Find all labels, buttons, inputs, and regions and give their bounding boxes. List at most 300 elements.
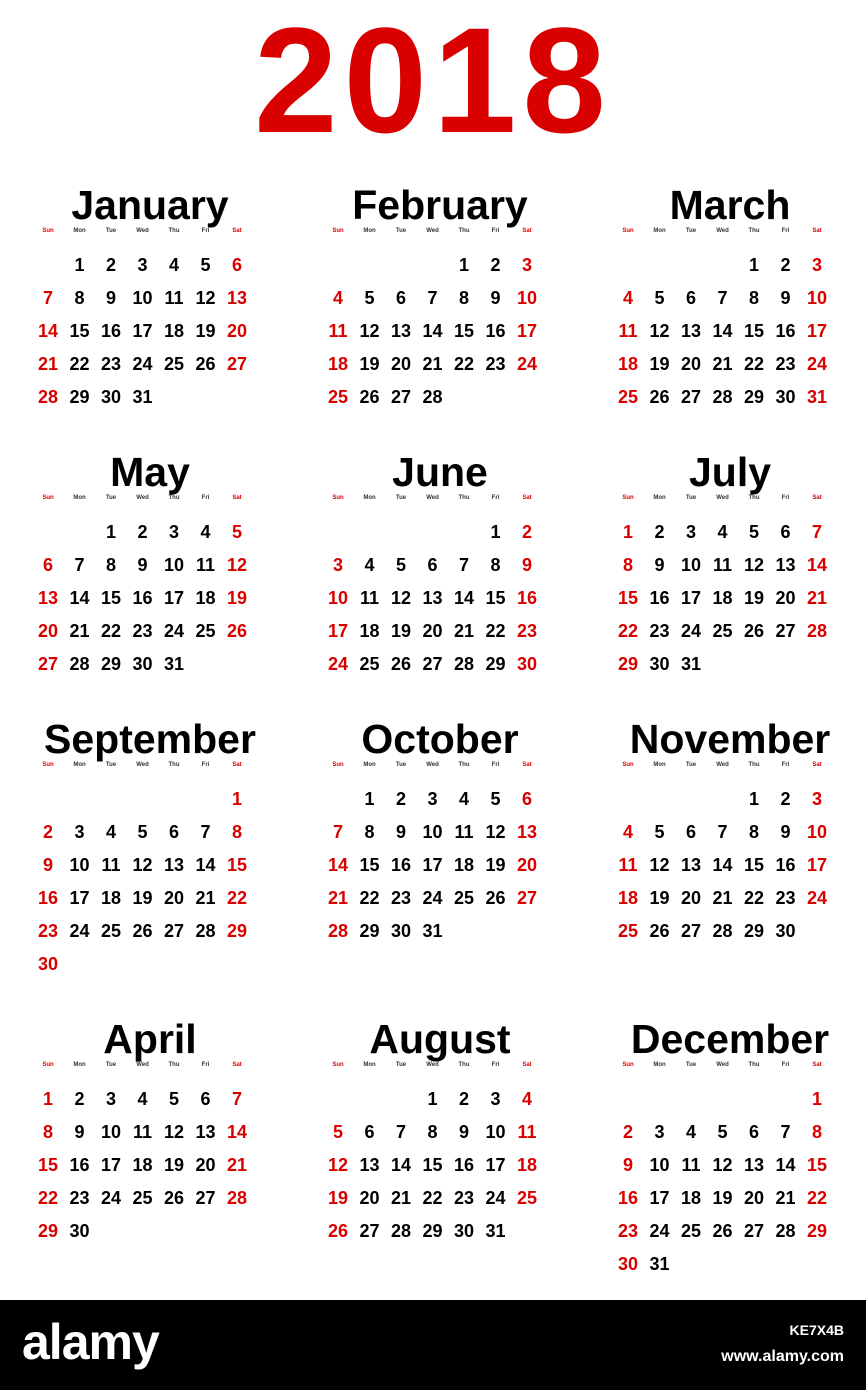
day-cell: 20 bbox=[226, 321, 248, 341]
day-cell: 24 bbox=[680, 621, 702, 641]
day-cell: 6 bbox=[521, 789, 532, 809]
weekday-label: Sat bbox=[522, 228, 532, 234]
weekday-label: Thu bbox=[168, 228, 180, 234]
day-cell: 3 bbox=[811, 255, 822, 275]
weekday-label: Tue bbox=[105, 1062, 117, 1068]
day-cell: 22 bbox=[743, 888, 765, 908]
day-cell: 10 bbox=[69, 855, 90, 875]
day-cell: 28 bbox=[806, 621, 828, 641]
day-cell: 9 bbox=[42, 855, 53, 875]
weekday-label: Mon bbox=[73, 495, 86, 501]
day-cell: 5 bbox=[395, 555, 406, 575]
day-cell: 21 bbox=[69, 621, 90, 641]
day-cell: 2 bbox=[74, 1089, 85, 1109]
weekday-label: Fri bbox=[781, 228, 790, 234]
weekday-label: Sun bbox=[332, 228, 344, 234]
weekday-label: Sun bbox=[622, 495, 634, 501]
day-cell: 2 bbox=[622, 1122, 633, 1142]
day-cell: 22 bbox=[806, 1188, 828, 1208]
day-cell: 24 bbox=[806, 888, 828, 908]
day-cell: 12 bbox=[132, 855, 153, 875]
day-cell: 26 bbox=[226, 621, 248, 641]
day-cell: 9 bbox=[105, 288, 116, 308]
day-cell: 20 bbox=[163, 888, 185, 908]
day-cell: 17 bbox=[806, 855, 828, 875]
day-cell: 27 bbox=[680, 921, 702, 941]
day-cell: 3 bbox=[427, 789, 438, 809]
weekday-label: Sat bbox=[522, 1062, 532, 1068]
day-cell: 22 bbox=[226, 888, 248, 908]
month-name: March bbox=[669, 182, 791, 228]
weekday-label: Thu bbox=[168, 762, 180, 768]
day-cell: 1 bbox=[74, 255, 85, 275]
day-cell: 16 bbox=[390, 855, 412, 875]
day-cell: 25 bbox=[453, 888, 475, 908]
day-cell: 26 bbox=[485, 888, 506, 908]
day-cell: 3 bbox=[654, 1122, 665, 1142]
day-cell: 16 bbox=[649, 588, 670, 608]
day-cell: 10 bbox=[680, 555, 702, 575]
day-cell: 4 bbox=[717, 522, 728, 542]
day-cell: 15 bbox=[743, 321, 765, 341]
day-cell: 9 bbox=[622, 1155, 633, 1175]
day-cell: 22 bbox=[453, 354, 475, 374]
day-cell: 18 bbox=[453, 855, 475, 875]
weekday-label: Wed bbox=[136, 495, 149, 501]
day-cell: 17 bbox=[100, 1155, 122, 1175]
day-cell: 15 bbox=[485, 588, 506, 608]
weekday-label: Wed bbox=[136, 228, 149, 234]
day-cell: 11 bbox=[681, 1155, 701, 1175]
day-cell: 19 bbox=[327, 1188, 349, 1208]
day-cell: 20 bbox=[743, 1188, 765, 1208]
day-cell: 4 bbox=[168, 255, 179, 275]
weekday-label: Fri bbox=[491, 228, 500, 234]
day-cell: 16 bbox=[617, 1188, 639, 1208]
day-cell: 28 bbox=[327, 921, 349, 941]
day-cell: 13 bbox=[195, 1122, 216, 1142]
day-cell: 10 bbox=[163, 555, 185, 575]
day-cell: 21 bbox=[390, 1188, 412, 1208]
day-cell: 13 bbox=[390, 321, 412, 341]
weekday-label: Sun bbox=[42, 228, 54, 234]
weekday-label: Wed bbox=[426, 762, 439, 768]
day-cell: 27 bbox=[163, 921, 185, 941]
day-cell: 24 bbox=[806, 354, 828, 374]
day-cell: 25 bbox=[516, 1188, 538, 1208]
day-cell: 11 bbox=[454, 822, 474, 842]
day-cell: 13 bbox=[680, 321, 702, 341]
day-cell: 2 bbox=[395, 789, 406, 809]
weekday-label: Thu bbox=[748, 1062, 760, 1068]
weekday-label: Thu bbox=[458, 762, 470, 768]
day-cell: 6 bbox=[395, 288, 406, 308]
day-cell: 20 bbox=[680, 888, 702, 908]
day-cell: 29 bbox=[806, 1221, 828, 1241]
day-cell: 9 bbox=[458, 1122, 469, 1142]
day-cell: 8 bbox=[748, 288, 759, 308]
day-cell: 20 bbox=[195, 1155, 216, 1175]
day-cell: 29 bbox=[359, 921, 380, 941]
weekday-label: Mon bbox=[653, 762, 666, 768]
day-cell: 31 bbox=[132, 387, 153, 407]
day-cell: 1 bbox=[811, 1089, 822, 1109]
day-cell: 25 bbox=[617, 921, 639, 941]
day-cell: 24 bbox=[649, 1221, 670, 1241]
weekday-label: Tue bbox=[685, 1062, 697, 1068]
day-cell: 2 bbox=[42, 822, 53, 842]
weekday-label: Tue bbox=[395, 228, 407, 234]
day-cell: 18 bbox=[680, 1188, 702, 1208]
day-cell: 29 bbox=[485, 654, 506, 674]
day-cell: 8 bbox=[364, 822, 375, 842]
day-cell: 14 bbox=[453, 588, 475, 608]
day-cell: 18 bbox=[100, 888, 122, 908]
day-cell: 1 bbox=[458, 255, 469, 275]
day-cell: 12 bbox=[649, 321, 670, 341]
day-cell: 20 bbox=[775, 588, 796, 608]
weekday-label: Mon bbox=[653, 1062, 666, 1068]
day-cell: 1 bbox=[622, 522, 633, 542]
day-cell: 15 bbox=[226, 855, 248, 875]
weekday-label: Sun bbox=[622, 228, 634, 234]
day-cell: 18 bbox=[132, 1155, 153, 1175]
day-cell: 24 bbox=[516, 354, 538, 374]
day-cell: 22 bbox=[485, 621, 506, 641]
day-cell: 2 bbox=[105, 255, 116, 275]
day-cell: 10 bbox=[422, 822, 443, 842]
day-cell: 1 bbox=[490, 522, 501, 542]
day-cell: 31 bbox=[485, 1221, 506, 1241]
day-cell: 11 bbox=[618, 321, 638, 341]
day-cell: 8 bbox=[490, 555, 501, 575]
month-name: June bbox=[392, 449, 488, 495]
weekday-label: Sat bbox=[232, 228, 242, 234]
day-cell: 6 bbox=[364, 1122, 375, 1142]
day-cell: 17 bbox=[327, 621, 349, 641]
day-cell: 20 bbox=[516, 855, 538, 875]
day-cell: 7 bbox=[427, 288, 438, 308]
day-cell: 19 bbox=[743, 588, 765, 608]
day-cell: 6 bbox=[427, 555, 438, 575]
weekday-label: Wed bbox=[136, 762, 149, 768]
day-cell: 13 bbox=[422, 588, 443, 608]
day-cell: 2 bbox=[780, 255, 791, 275]
day-cell: 6 bbox=[231, 255, 242, 275]
day-cell: 20 bbox=[390, 354, 412, 374]
day-cell: 20 bbox=[680, 354, 702, 374]
day-cell: 9 bbox=[395, 822, 406, 842]
day-cell: 8 bbox=[458, 288, 469, 308]
day-cell: 12 bbox=[743, 555, 765, 575]
day-cell: 5 bbox=[364, 288, 375, 308]
day-cell: 8 bbox=[622, 555, 633, 575]
day-cell: 7 bbox=[200, 822, 211, 842]
day-cell: 21 bbox=[453, 621, 475, 641]
day-cell: 7 bbox=[395, 1122, 406, 1142]
day-cell: 19 bbox=[132, 888, 153, 908]
weekday-label: Thu bbox=[748, 228, 760, 234]
day-cell: 6 bbox=[685, 822, 696, 842]
day-cell: 31 bbox=[680, 654, 702, 674]
day-cell: 17 bbox=[806, 321, 828, 341]
day-cell: 5 bbox=[332, 1122, 343, 1142]
day-cell: 11 bbox=[618, 855, 638, 875]
weekday-label: Wed bbox=[426, 495, 439, 501]
day-cell: 23 bbox=[775, 888, 796, 908]
day-cell: 5 bbox=[654, 288, 665, 308]
day-cell: 18 bbox=[617, 354, 639, 374]
day-cell: 16 bbox=[775, 321, 796, 341]
day-cell: 28 bbox=[712, 921, 733, 941]
day-cell: 12 bbox=[649, 855, 670, 875]
day-cell: 26 bbox=[327, 1221, 349, 1241]
day-cell: 24 bbox=[327, 654, 349, 674]
day-cell: 1 bbox=[748, 255, 759, 275]
weekday-label: Tue bbox=[395, 762, 407, 768]
weekday-label: Sun bbox=[42, 762, 54, 768]
day-cell: 25 bbox=[195, 621, 216, 641]
day-cell: 30 bbox=[100, 387, 122, 407]
day-cell: 4 bbox=[622, 822, 633, 842]
month-name: January bbox=[71, 182, 229, 228]
day-cell: 23 bbox=[100, 354, 122, 374]
weekday-label: Tue bbox=[685, 762, 697, 768]
day-cell: 4 bbox=[364, 555, 375, 575]
weekday-label: Fri bbox=[201, 1062, 210, 1068]
day-cell: 2 bbox=[654, 522, 665, 542]
day-cell: 29 bbox=[226, 921, 248, 941]
weekday-label: Tue bbox=[105, 762, 117, 768]
day-cell: 21 bbox=[712, 354, 733, 374]
day-cell: 17 bbox=[69, 888, 90, 908]
weekday-label: Wed bbox=[716, 495, 729, 501]
day-cell: 11 bbox=[132, 1122, 153, 1142]
day-cell: 23 bbox=[485, 354, 506, 374]
weekday-label: Sun bbox=[622, 762, 634, 768]
day-cell: 28 bbox=[390, 1221, 412, 1241]
day-cell: 30 bbox=[516, 654, 538, 674]
weekday-label: Thu bbox=[458, 495, 470, 501]
weekday-label: Sat bbox=[232, 495, 242, 501]
watermark-logo: alamy bbox=[22, 1314, 159, 1370]
day-cell: 2 bbox=[521, 522, 532, 542]
weekday-label: Fri bbox=[781, 1062, 790, 1068]
weekday-label: Sat bbox=[522, 762, 532, 768]
day-cell: 9 bbox=[74, 1122, 85, 1142]
day-cell: 9 bbox=[137, 555, 148, 575]
day-cell: 5 bbox=[490, 789, 501, 809]
watermark-site: www.alamy.com bbox=[721, 1348, 844, 1365]
day-cell: 15 bbox=[453, 321, 475, 341]
weekday-label: Fri bbox=[781, 495, 790, 501]
day-cell: 6 bbox=[748, 1122, 759, 1142]
day-cell: 17 bbox=[680, 588, 702, 608]
weekday-label: Mon bbox=[73, 762, 86, 768]
day-cell: 22 bbox=[100, 621, 122, 641]
weekday-label: Mon bbox=[363, 495, 376, 501]
day-cell: 15 bbox=[617, 588, 639, 608]
day-cell: 27 bbox=[422, 654, 443, 674]
day-cell: 13 bbox=[743, 1155, 765, 1175]
day-cell: 27 bbox=[390, 387, 412, 407]
weekday-label: Thu bbox=[748, 495, 760, 501]
day-cell: 15 bbox=[69, 321, 90, 341]
day-cell: 26 bbox=[649, 387, 670, 407]
day-cell: 14 bbox=[712, 855, 733, 875]
day-cell: 11 bbox=[517, 1122, 537, 1142]
day-cell: 12 bbox=[712, 1155, 733, 1175]
day-cell: 10 bbox=[806, 288, 828, 308]
day-cell: 17 bbox=[422, 855, 443, 875]
day-cell: 19 bbox=[649, 888, 670, 908]
weekday-label: Sun bbox=[332, 1062, 344, 1068]
day-cell: 23 bbox=[617, 1221, 639, 1241]
day-cell: 26 bbox=[649, 921, 670, 941]
day-cell: 15 bbox=[37, 1155, 59, 1175]
day-cell: 1 bbox=[42, 1089, 53, 1109]
day-cell: 4 bbox=[137, 1089, 148, 1109]
day-cell: 9 bbox=[490, 288, 501, 308]
day-cell: 13 bbox=[516, 822, 538, 842]
day-cell: 18 bbox=[617, 888, 639, 908]
day-cell: 11 bbox=[195, 555, 216, 575]
day-cell: 9 bbox=[654, 555, 665, 575]
day-cell: 29 bbox=[743, 387, 765, 407]
month-name: October bbox=[361, 716, 519, 762]
day-cell: 25 bbox=[327, 387, 349, 407]
day-cell: 21 bbox=[195, 888, 216, 908]
day-cell: 23 bbox=[649, 621, 670, 641]
day-cell: 7 bbox=[74, 555, 85, 575]
day-cell: 5 bbox=[137, 822, 148, 842]
day-cell: 5 bbox=[654, 822, 665, 842]
day-cell: 4 bbox=[200, 522, 211, 542]
day-cell: 23 bbox=[775, 354, 796, 374]
weekday-label: Mon bbox=[653, 495, 666, 501]
day-cell: 14 bbox=[195, 855, 216, 875]
weekday-label: Thu bbox=[458, 1062, 470, 1068]
weekday-label: Fri bbox=[201, 495, 210, 501]
day-cell: 23 bbox=[453, 1188, 475, 1208]
day-cell: 25 bbox=[359, 654, 380, 674]
day-cell: 30 bbox=[390, 921, 412, 941]
day-cell: 14 bbox=[422, 321, 443, 341]
weekday-label: Tue bbox=[395, 1062, 407, 1068]
weekday-label: Sat bbox=[232, 762, 242, 768]
day-cell: 21 bbox=[422, 354, 443, 374]
day-cell: 28 bbox=[775, 1221, 796, 1241]
day-cell: 27 bbox=[680, 387, 702, 407]
weekday-label: Sun bbox=[42, 495, 54, 501]
day-cell: 14 bbox=[37, 321, 59, 341]
day-cell: 30 bbox=[69, 1221, 90, 1241]
weekday-label: Thu bbox=[168, 1062, 180, 1068]
day-cell: 29 bbox=[422, 1221, 443, 1241]
day-cell: 28 bbox=[453, 654, 475, 674]
weekday-label: Mon bbox=[363, 1062, 376, 1068]
day-cell: 29 bbox=[100, 654, 122, 674]
day-cell: 17 bbox=[516, 321, 538, 341]
day-cell: 24 bbox=[132, 354, 153, 374]
weekday-label: Fri bbox=[201, 762, 210, 768]
day-cell: 28 bbox=[195, 921, 216, 941]
day-cell: 2 bbox=[490, 255, 501, 275]
day-cell: 12 bbox=[226, 555, 248, 575]
day-cell: 7 bbox=[780, 1122, 791, 1142]
day-cell: 29 bbox=[69, 387, 90, 407]
day-cell: 8 bbox=[748, 822, 759, 842]
day-cell: 3 bbox=[811, 789, 822, 809]
day-cell: 3 bbox=[490, 1089, 501, 1109]
day-cell: 21 bbox=[327, 888, 349, 908]
weekday-label: Sun bbox=[332, 495, 344, 501]
day-cell: 24 bbox=[100, 1188, 122, 1208]
day-cell: 13 bbox=[680, 855, 702, 875]
day-cell: 20 bbox=[359, 1188, 380, 1208]
day-cell: 31 bbox=[163, 654, 185, 674]
day-cell: 27 bbox=[226, 354, 248, 374]
weekday-label: Mon bbox=[363, 762, 376, 768]
weekday-label: Tue bbox=[685, 495, 697, 501]
day-cell: 17 bbox=[163, 588, 185, 608]
day-cell: 25 bbox=[163, 354, 185, 374]
weekday-label: Tue bbox=[685, 228, 697, 234]
day-cell: 25 bbox=[100, 921, 122, 941]
day-cell: 5 bbox=[231, 522, 242, 542]
day-cell: 5 bbox=[748, 522, 759, 542]
weekday-label: Wed bbox=[136, 1062, 149, 1068]
day-cell: 17 bbox=[132, 321, 153, 341]
weekday-label: Mon bbox=[73, 1062, 86, 1068]
weekday-label: Thu bbox=[458, 228, 470, 234]
day-cell: 7 bbox=[717, 288, 728, 308]
day-cell: 15 bbox=[359, 855, 380, 875]
day-cell: 24 bbox=[422, 888, 443, 908]
day-cell: 28 bbox=[712, 387, 733, 407]
day-cell: 26 bbox=[390, 654, 412, 674]
day-cell: 26 bbox=[163, 1188, 185, 1208]
day-cell: 3 bbox=[137, 255, 148, 275]
day-cell: 5 bbox=[168, 1089, 179, 1109]
day-cell: 28 bbox=[69, 654, 90, 674]
weekday-label: Wed bbox=[426, 1062, 439, 1068]
day-cell: 10 bbox=[806, 822, 828, 842]
weekday-label: Sat bbox=[812, 495, 822, 501]
day-cell: 7 bbox=[458, 555, 469, 575]
day-cell: 24 bbox=[485, 1188, 506, 1208]
watermark-image-id: KE7X4B bbox=[789, 1322, 844, 1338]
day-cell: 23 bbox=[390, 888, 412, 908]
day-cell: 25 bbox=[132, 1188, 153, 1208]
day-cell: 14 bbox=[327, 855, 349, 875]
weekday-label: Mon bbox=[363, 228, 376, 234]
day-cell: 13 bbox=[163, 855, 185, 875]
day-cell: 25 bbox=[680, 1221, 702, 1241]
day-cell: 11 bbox=[328, 321, 348, 341]
day-cell: 9 bbox=[521, 555, 532, 575]
day-cell: 11 bbox=[101, 855, 121, 875]
weekday-label: Sat bbox=[812, 1062, 822, 1068]
month-name: May bbox=[110, 449, 190, 495]
day-cell: 19 bbox=[195, 321, 216, 341]
day-cell: 18 bbox=[327, 354, 349, 374]
day-cell: 16 bbox=[69, 1155, 90, 1175]
day-cell: 28 bbox=[37, 387, 59, 407]
day-cell: 16 bbox=[132, 588, 153, 608]
day-cell: 30 bbox=[132, 654, 153, 674]
day-cell: 3 bbox=[332, 555, 343, 575]
